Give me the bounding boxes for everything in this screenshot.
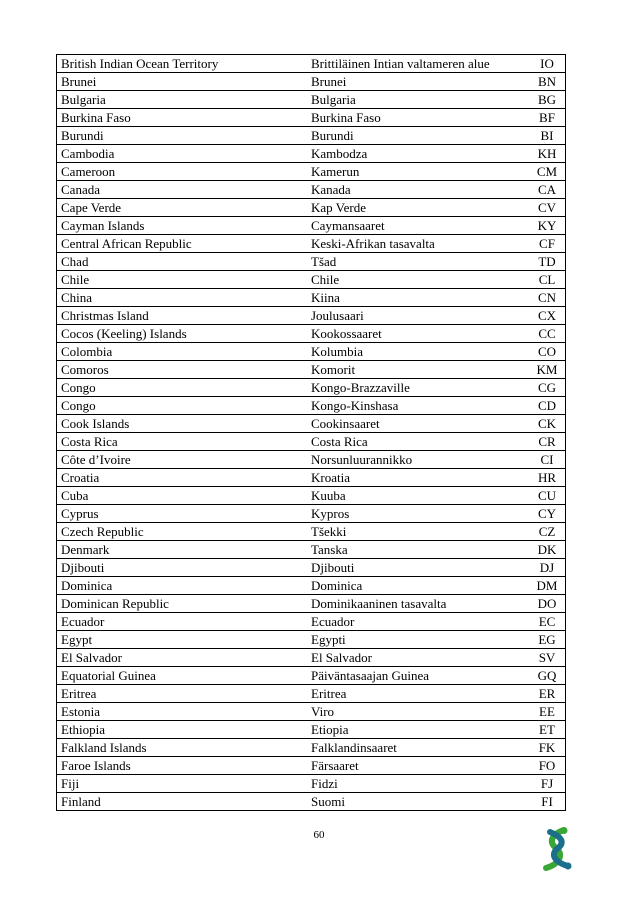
country-name-english: Czech Republic — [57, 523, 308, 541]
country-name-finnish: Joulusaari — [307, 307, 529, 325]
country-name-english: Chile — [57, 271, 308, 289]
table-row — [57, 127, 566, 145]
country-name-finnish: Eritrea — [307, 685, 529, 703]
country-name-english: Ethiopia — [57, 721, 308, 739]
country-code: CR — [529, 433, 566, 451]
country-name-english: El Salvador — [57, 649, 308, 667]
table-row — [57, 469, 566, 487]
country-name-finnish: Kongo-Kinshasa — [307, 397, 529, 415]
country-name-english: Cuba — [57, 487, 308, 505]
country-name-finnish: Djibouti — [307, 559, 529, 577]
country-name-finnish: Kongo-Brazzaville — [307, 379, 529, 397]
table-row — [57, 577, 566, 595]
country-code: DM — [529, 577, 566, 595]
country-code: DO — [529, 595, 566, 613]
country-code: EE — [529, 703, 566, 721]
table-row — [57, 757, 566, 775]
country-name-english: Fiji — [57, 775, 308, 793]
country-code: GQ — [529, 667, 566, 685]
country-code: CC — [529, 325, 566, 343]
table-row — [57, 91, 566, 109]
country-name-english: Dominican Republic — [57, 595, 308, 613]
country-name-finnish: Etiopia — [307, 721, 529, 739]
country-name-finnish: Komorit — [307, 361, 529, 379]
table-row — [57, 649, 566, 667]
country-name-english: Canada — [57, 181, 308, 199]
country-name-finnish: Keski-Afrikan tasavalta — [307, 235, 529, 253]
country-name-finnish: Dominica — [307, 577, 529, 595]
table-row — [57, 271, 566, 289]
table-row — [57, 631, 566, 649]
country-name-english: Eritrea — [57, 685, 308, 703]
country-name-english: Dominica — [57, 577, 308, 595]
table-row — [57, 397, 566, 415]
country-name-finnish: Kap Verde — [307, 199, 529, 217]
table-row — [57, 739, 566, 757]
country-name-finnish: Kuuba — [307, 487, 529, 505]
country-name-finnish: Brunei — [307, 73, 529, 91]
country-name-finnish: Falklandinsaaret — [307, 739, 529, 757]
country-code: CK — [529, 415, 566, 433]
country-name-english: Egypt — [57, 631, 308, 649]
country-code: CZ — [529, 523, 566, 541]
table-row — [57, 559, 566, 577]
table-row — [57, 523, 566, 541]
dna-helix-logo-icon — [534, 826, 580, 872]
country-name-english: Burkina Faso — [57, 109, 308, 127]
table-row — [57, 433, 566, 451]
country-name-english: Côte d’Ivoire — [57, 451, 308, 469]
table-row — [57, 199, 566, 217]
country-name-english: Finland — [57, 793, 308, 811]
table-row — [57, 217, 566, 235]
country-name-finnish: Burkina Faso — [307, 109, 529, 127]
table-row — [57, 721, 566, 739]
country-name-english: Estonia — [57, 703, 308, 721]
country-name-english: Cambodia — [57, 145, 308, 163]
table-row — [57, 595, 566, 613]
country-name-english: Faroe Islands — [57, 757, 308, 775]
table-row — [57, 379, 566, 397]
country-code: CD — [529, 397, 566, 415]
table-row — [57, 703, 566, 721]
country-code: CO — [529, 343, 566, 361]
country-name-english: Christmas Island — [57, 307, 308, 325]
country-name-finnish: Caymansaaret — [307, 217, 529, 235]
country-name-finnish: Kookossaaret — [307, 325, 529, 343]
table-row — [57, 505, 566, 523]
country-code: DK — [529, 541, 566, 559]
country-name-finnish: Brittiläinen Intian valtameren alue — [307, 55, 529, 73]
country-name-english: Bulgaria — [57, 91, 308, 109]
country-name-finnish: Dominikaaninen tasavalta — [307, 595, 529, 613]
country-name-english: Cyprus — [57, 505, 308, 523]
table-row — [57, 145, 566, 163]
country-name-english: Falkland Islands — [57, 739, 308, 757]
country-code: DJ — [529, 559, 566, 577]
country-name-finnish: Ecuador — [307, 613, 529, 631]
country-name-english: Chad — [57, 253, 308, 271]
country-code: KH — [529, 145, 566, 163]
country-code: CF — [529, 235, 566, 253]
country-code: CV — [529, 199, 566, 217]
country-code: HR — [529, 469, 566, 487]
table-row — [57, 451, 566, 469]
country-name-finnish: Kroatia — [307, 469, 529, 487]
country-name-english: Congo — [57, 379, 308, 397]
country-name-english: Brunei — [57, 73, 308, 91]
table-row — [57, 307, 566, 325]
country-name-finnish: Kambodza — [307, 145, 529, 163]
country-name-finnish: El Salvador — [307, 649, 529, 667]
table-row — [57, 361, 566, 379]
country-name-finnish: Kypros — [307, 505, 529, 523]
country-code: BN — [529, 73, 566, 91]
country-code: SV — [529, 649, 566, 667]
country-code: TD — [529, 253, 566, 271]
country-code-table — [56, 54, 566, 811]
country-code: BF — [529, 109, 566, 127]
country-name-english: British Indian Ocean Territory — [57, 55, 308, 73]
table-row — [57, 793, 566, 811]
country-name-english: Costa Rica — [57, 433, 308, 451]
table-row — [57, 613, 566, 631]
table-row — [57, 343, 566, 361]
table-row — [57, 415, 566, 433]
country-name-finnish: Färsaaret — [307, 757, 529, 775]
country-code: CM — [529, 163, 566, 181]
country-code: FI — [529, 793, 566, 811]
country-code: CN — [529, 289, 566, 307]
country-name-english: Central African Republic — [57, 235, 308, 253]
country-name-finnish: Tanska — [307, 541, 529, 559]
country-name-finnish: Cookinsaaret — [307, 415, 529, 433]
country-name-finnish: Norsunluurannikko — [307, 451, 529, 469]
country-name-english: Comoros — [57, 361, 308, 379]
table-row — [57, 541, 566, 559]
country-name-english: Cocos (Keeling) Islands — [57, 325, 308, 343]
country-name-finnish: Päiväntasaajan Guinea — [307, 667, 529, 685]
country-code: CY — [529, 505, 566, 523]
country-code: ER — [529, 685, 566, 703]
country-name-english: Equatorial Guinea — [57, 667, 308, 685]
country-code: CA — [529, 181, 566, 199]
country-name-finnish: Costa Rica — [307, 433, 529, 451]
table-row — [57, 109, 566, 127]
country-name-english: Colombia — [57, 343, 308, 361]
country-name-finnish: Kiina — [307, 289, 529, 307]
country-code: CI — [529, 451, 566, 469]
country-code: IO — [529, 55, 566, 73]
country-name-finnish: Bulgaria — [307, 91, 529, 109]
table-row — [57, 289, 566, 307]
country-name-finnish: Kolumbia — [307, 343, 529, 361]
table-row — [57, 685, 566, 703]
country-code: CG — [529, 379, 566, 397]
country-name-english: Burundi — [57, 127, 308, 145]
table-row — [57, 181, 566, 199]
country-name-english: Congo — [57, 397, 308, 415]
country-code: KY — [529, 217, 566, 235]
country-code: FO — [529, 757, 566, 775]
country-name-finnish: Suomi — [307, 793, 529, 811]
country-table-body — [57, 55, 566, 811]
table-row — [57, 487, 566, 505]
country-name-finnish: Tšekki — [307, 523, 529, 541]
country-code: EG — [529, 631, 566, 649]
country-code: KM — [529, 361, 566, 379]
country-name-english: Cayman Islands — [57, 217, 308, 235]
country-name-finnish: Egypti — [307, 631, 529, 649]
table-row — [57, 325, 566, 343]
country-name-finnish: Tšad — [307, 253, 529, 271]
table-row — [57, 775, 566, 793]
country-name-finnish: Viro — [307, 703, 529, 721]
country-name-finnish: Fidzi — [307, 775, 529, 793]
country-name-english: Ecuador — [57, 613, 308, 631]
country-name-finnish: Chile — [307, 271, 529, 289]
table-row — [57, 163, 566, 181]
page-number: 60 — [313, 829, 325, 841]
country-name-finnish: Kanada — [307, 181, 529, 199]
country-name-english: Djibouti — [57, 559, 308, 577]
country-name-english: Cameroon — [57, 163, 308, 181]
country-code: BI — [529, 127, 566, 145]
table-row — [57, 235, 566, 253]
country-code: FJ — [529, 775, 566, 793]
country-code: FK — [529, 739, 566, 757]
country-code: CU — [529, 487, 566, 505]
country-name-english: Croatia — [57, 469, 308, 487]
country-code: CL — [529, 271, 566, 289]
country-code: CX — [529, 307, 566, 325]
table-row — [57, 253, 566, 271]
country-name-finnish: Kamerun — [307, 163, 529, 181]
table-row — [57, 73, 566, 91]
country-code: EC — [529, 613, 566, 631]
country-name-english: Cape Verde — [57, 199, 308, 217]
table-row — [57, 55, 566, 73]
table-row — [57, 667, 566, 685]
country-code: BG — [529, 91, 566, 109]
country-name-english: China — [57, 289, 308, 307]
country-name-english: Denmark — [57, 541, 308, 559]
country-code: ET — [529, 721, 566, 739]
country-name-english: Cook Islands — [57, 415, 308, 433]
country-name-finnish: Burundi — [307, 127, 529, 145]
